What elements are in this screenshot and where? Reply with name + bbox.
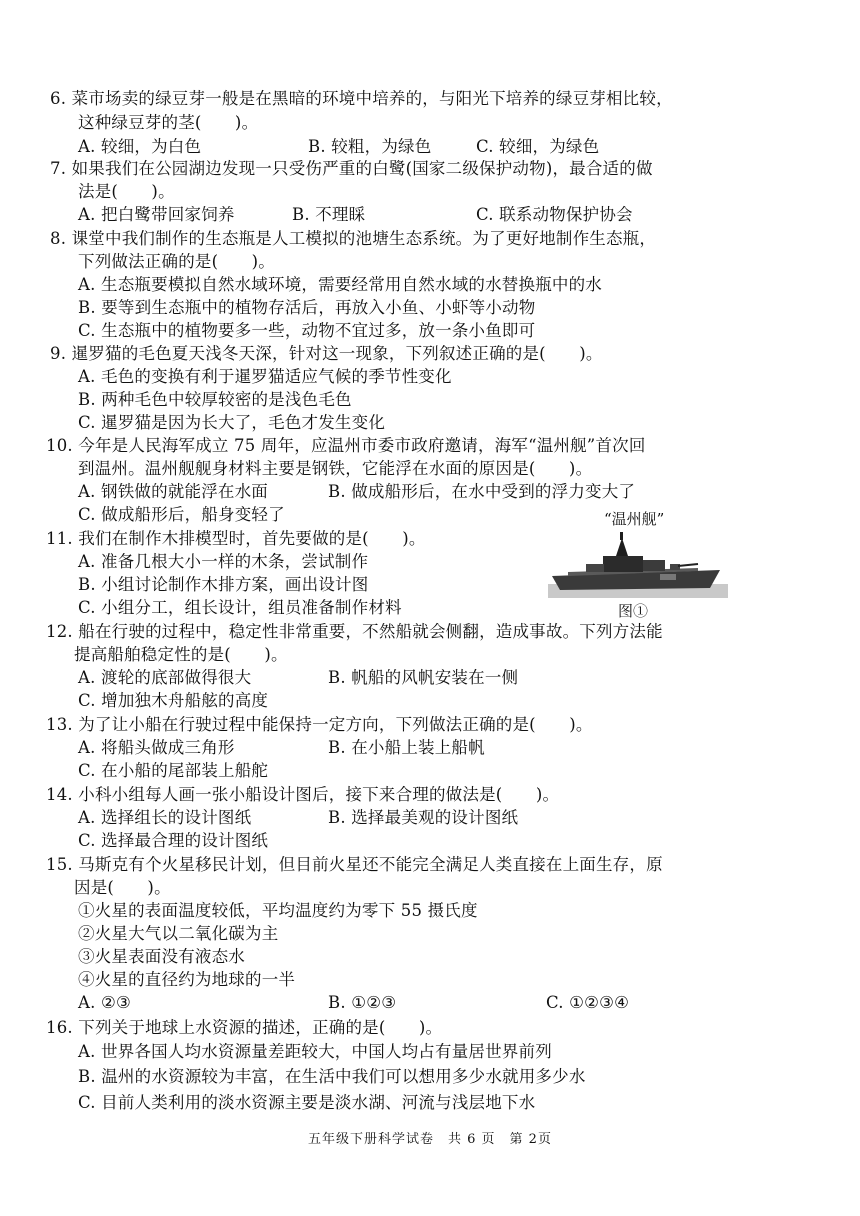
q15-statement-2: ②火星大气以二氧化碳为主 — [78, 924, 279, 943]
q15-statement-1: ①火星的表面温度较低，平均温度约为零下 55 摄氏度 — [78, 901, 478, 920]
q12-stem-line1: 12. 船在行驶的过程中，稳定性非常重要，不然船就会侧翻，造成事故。下列方法能 — [46, 622, 663, 641]
q8-option-b[interactable]: B. 要等到生态瓶中的植物存活后，再放入小鱼、小虾等小动物 — [78, 298, 536, 317]
q8-option-a[interactable]: A. 生态瓶要模拟自然水域环境，需要经常用自然水域的水替换瓶中的水 — [78, 275, 603, 294]
q7-stem-line2: 法是( )。 — [78, 182, 175, 201]
q10-stem-line2: 到温州。温州舰舰身材料主要是钢铁，它能浮在水面的原因是( )。 — [78, 459, 593, 478]
q11-option-c[interactable]: C. 小组分工，组长设计，组员准备制作材料 — [78, 598, 402, 617]
q11-option-a[interactable]: A. 准备几根大小一样的木条，尝试制作 — [78, 552, 369, 571]
q13-option-a[interactable]: A. 将船头做成三角形 — [78, 738, 235, 757]
q14-option-b[interactable]: B. 选择最美观的设计图纸 — [328, 808, 519, 827]
q15-statement-4: ④火星的直径约为地球的一半 — [78, 970, 296, 989]
q6-stem-line1: 6. 菜市场卖的绿豆芽一般是在黑暗的环境中培养的，与阳光下培养的绿豆芽相比较， — [50, 89, 673, 108]
page-footer: 五年级下册科学试卷 共 6 页 第 2页 — [308, 1132, 552, 1147]
q8-stem-line2: 下列做法正确的是( )。 — [78, 252, 275, 271]
q12-option-c[interactable]: C. 增加独木舟船舷的高度 — [78, 691, 269, 710]
q12-option-a[interactable]: A. 渡轮的底部做得很大 — [78, 668, 252, 687]
q16-option-b[interactable]: B. 温州的水资源较为丰富，在生活中我们可以想用多少水就用多少水 — [78, 1067, 586, 1086]
q13-option-c[interactable]: C. 在小船的尾部装上船舵 — [78, 761, 269, 780]
q7-options — [78, 204, 778, 226]
warship-photo — [548, 530, 728, 598]
q8-stem-line1: 8. 课堂中我们制作的生态瓶是人工模拟的池塘生态系统。为了更好地制作生态瓶， — [50, 229, 657, 248]
q13-stem-line1: 13. 为了让小船在行驶过程中能保持一定方向，下列做法正确的是( )。 — [46, 715, 593, 734]
q11-stem-line1: 11. 我们在制作木排模型时，首先要做的是( )。 — [46, 529, 426, 548]
q11-option-b[interactable]: B. 小组讨论制作木排方案，画出设计图 — [78, 575, 369, 594]
q10-option-c[interactable]: C. 做成船形后，船身变轻了 — [78, 505, 285, 524]
q13-option-b[interactable]: B. 在小船上装上船帆 — [328, 738, 485, 757]
q6-option-b[interactable]: B. 较粗，为绿色 — [308, 137, 432, 156]
q10-stem-line1: 10. 今年是人民海军成立 75 周年，应温州市委市政府邀请，海军“温州舰”首次回 — [46, 436, 646, 455]
q15-option-a[interactable]: A. ②③ — [78, 993, 131, 1012]
q16-option-c[interactable]: C. 目前人类利用的淡水资源主要是淡水湖、河流与浅层地下水 — [78, 1093, 536, 1112]
q13-options-row — [78, 737, 778, 759]
q16-stem-line1: 16. 下列关于地球上水资源的描述，正确的是( )。 — [46, 1018, 443, 1037]
figure-title: “温州舰” — [604, 510, 665, 528]
q14-options-row — [78, 807, 778, 829]
q6-option-c[interactable]: C. 较细，为绿色 — [476, 137, 600, 156]
q10-option-a[interactable]: A. 钢铁做的就能浮在水面 — [78, 482, 269, 501]
q8-option-c[interactable]: C. 生态瓶中的植物要多一些，动物不宜过多，放一条小鱼即可 — [78, 321, 536, 340]
q15-option-c[interactable]: C. ①②③④ — [546, 993, 630, 1012]
q14-option-a[interactable]: A. 选择组长的设计图纸 — [78, 808, 252, 827]
q15-statement-3: ③火星表面没有液态水 — [78, 947, 245, 966]
q9-option-a[interactable]: A. 毛色的变换有利于暹罗猫适应气候的季节性变化 — [78, 367, 452, 386]
q9-option-c[interactable]: C. 暹罗猫是因为长大了，毛色才发生变化 — [78, 413, 386, 432]
q16-option-a[interactable]: A. 世界各国人均水资源量差距较大，中国人均占有量居世界前列 — [78, 1042, 552, 1061]
q12-options-row — [78, 667, 778, 689]
q15-option-b[interactable]: B. ①②③ — [328, 993, 397, 1012]
q14-option-c[interactable]: C. 选择最合理的设计图纸 — [78, 831, 269, 850]
q12-stem-line2: 提高船舶稳定性的是( )。 — [74, 645, 288, 664]
q7-option-b[interactable]: B. 不理睬 — [292, 205, 366, 224]
warship-figure — [548, 508, 728, 620]
q15-stem-line2: 因是( )。 — [74, 878, 171, 897]
q10-options-row — [78, 481, 778, 503]
q9-option-b[interactable]: B. 两种毛色中较厚较密的是浅色毛色 — [78, 390, 352, 409]
figure-caption: 图① — [618, 602, 649, 620]
q7-option-a[interactable]: A. 把白鹭带回家饲养 — [78, 205, 235, 224]
q9-stem-line1: 9. 暹罗猫的毛色夏天浅冬天深，针对这一现象，下列叙述正确的是( )。 — [50, 344, 603, 363]
q12-option-b[interactable]: B. 帆船的风帆安装在一侧 — [328, 668, 519, 687]
q6-stem-line2: 这种绿豆芽的茎( )。 — [78, 113, 259, 132]
q15-stem-line1: 15. 马斯克有个火星移民计划，但目前火星还不能完全满足人类直接在上面生存，原 — [46, 855, 663, 874]
q14-stem-line1: 14. 小科小组每人画一张小船设计图后，接下来合理的做法是( )。 — [46, 785, 560, 804]
q10-option-b[interactable]: B. 做成船形后，在水中受到的浮力变大了 — [328, 482, 636, 501]
q6-options — [78, 136, 778, 158]
q7-stem-line1: 7. 如果我们在公园湖边发现一只受伤严重的白鹭(国家二级保护动物)，最合适的做 — [50, 159, 653, 178]
q15-options — [78, 992, 778, 1014]
q6-option-a[interactable]: A. 较细，为白色 — [78, 137, 202, 156]
q7-option-c[interactable]: C. 联系动物保护协会 — [476, 205, 633, 224]
